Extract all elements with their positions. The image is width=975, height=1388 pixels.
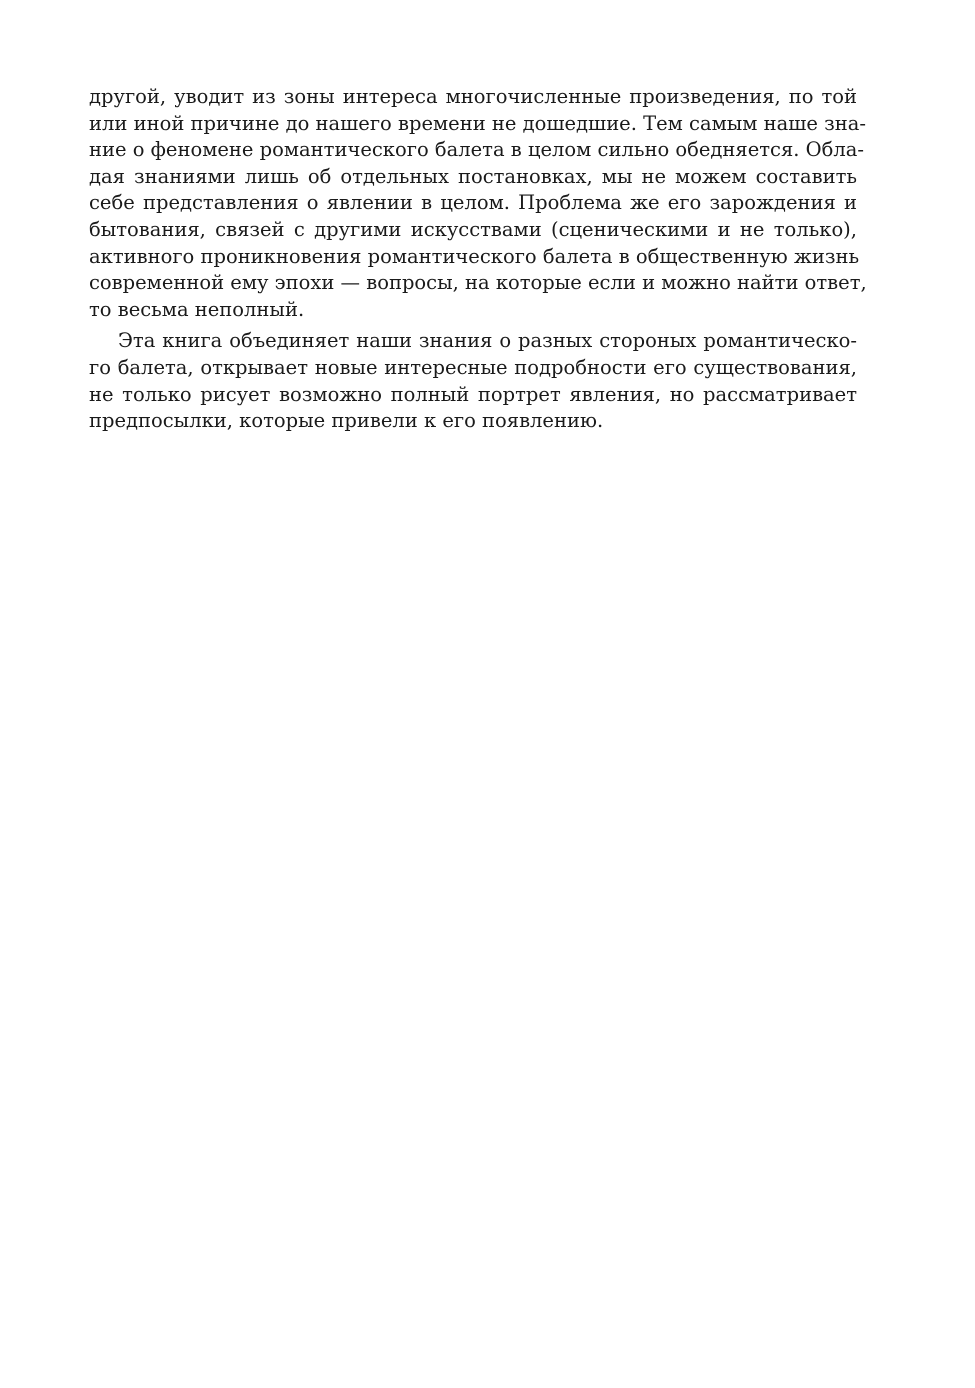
text-line: активного проникновения романтического балета в общественную жизнь (89, 244, 860, 268)
text-line: Эта книга объединяет наши знания о разных стороных романтическо- (118, 329, 857, 353)
text-line: современной ему эпохи — вопросы, на которые если и можно найти ответ, (89, 271, 867, 295)
text-line: бытования, связей с другими искусствами (сценическими и не только), (89, 217, 857, 241)
paragraph-2 (89, 328, 857, 434)
text-line: ние о феномене романтического балета в целом сильно обедняется. Обла- (89, 138, 865, 162)
paragraph-1 (89, 84, 867, 323)
body-text (89, 84, 867, 435)
text-line: го балета, открывает новые интересные подробности его существования, (89, 355, 857, 379)
text-line: не только рисует возможно полный портрет явления, но рассматривает (89, 382, 857, 406)
text-line: другой, уводит из зоны интереса многочисленные произведения, по той (89, 85, 857, 108)
text-line: то весьма неполный. (89, 297, 305, 321)
text-line: или иной причине до нашего времени не дошедшие. Тем самым наше зна- (89, 111, 866, 135)
text-line: дая знаниями лишь об отдельных постановках, мы не можем составить (89, 164, 857, 188)
text-line: предпосылки, которые привели к его появлению. (89, 409, 604, 433)
text-line: себе представления о явлении в целом. Проблема же его зарождения и (89, 191, 857, 215)
